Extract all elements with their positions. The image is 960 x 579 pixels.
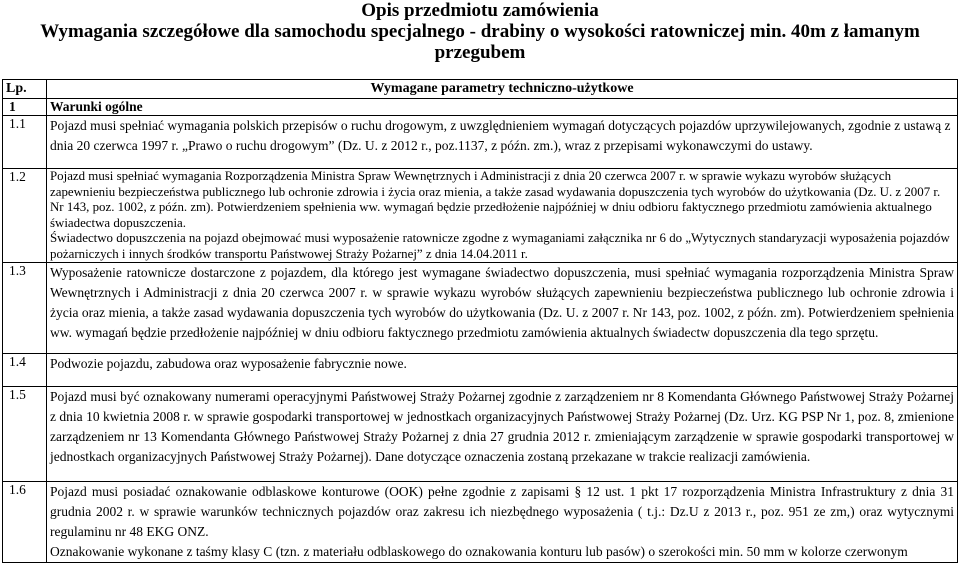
row-paragraph: Wyposażenie ratownicze dostarczone z pojazdem, dla którego jest wymagane świadectwo dopuszczenia, musi spełniać wymagania rozporządzenia Ministra Spraw Wewnętrznych i Administracji z dnia 20 czerwca 2007 r. w sprawie wykazu wyrobów służących zapewnieniu bezpieczeństwa publicznego lub ochronie zdrowia i życia oraz mienia, a także zasad wydawania dopuszczenia tych wyrobów do użytkowania (Dz. U. z 2007 r. Nr 143, poz. 1002, z późn. zm). Potwierdzeniem spełnienia ww. wymagań będzie przedłożenie najpóźniej w dniu odbioru faktycznego przedmiotu zamówienia aktualnych świadectw dopuszczenia dla tego sprzętu. <box>50 265 954 340</box>
row-number: 1.6 <box>3 482 47 563</box>
row-text <box>47 169 958 263</box>
section-row <box>3 99 958 116</box>
row-number: 1.2 <box>3 169 47 263</box>
document-title <box>0 0 960 63</box>
table-row <box>3 482 958 563</box>
section-number: 1 <box>3 99 47 116</box>
table-row <box>3 387 958 482</box>
row-number: 1.1 <box>3 116 47 169</box>
row-paragraph: Podwozie pojazdu, zabudowa oraz wyposażenie fabrycznie nowe. <box>50 356 407 371</box>
row-text <box>47 116 958 169</box>
row-text <box>47 354 958 387</box>
row-number: 1.5 <box>3 387 47 482</box>
row-paragraph: Oznakowanie wykonane z taśmy klasy C (tzn. z materiału odblaskowego do oznakowania konturu lub pasów) o szerokości min. 50 mm w kolorze czerwonym <box>50 544 908 559</box>
row-text <box>47 263 958 354</box>
title-line-3: przegubem <box>434 42 526 63</box>
row-paragraph: Pojazd musi spełniać wymagania polskich przepisów o ruchu drogowym, z uwzględnieniem wymagań dotyczących pojazdów uprzywilejowanych, zgodnie z ustawą z dnia 20 czerwca 1997 r. „Prawo o ruchu drogowym” (Dz. U. z 2012 r., poz.1137, z późn. zm.), wraz z przepisami wykonawczymi do ustawy. <box>50 118 951 153</box>
row-paragraph: Świadectwo dopuszczenia na pojazd obejmować musi wyposażenie ratownicze zgodne z wymaganiami załącznika nr 6 do „Wytycznych standaryzacji wyposażenia pojazdów pożarniczych i innych środków transportu Państwowej Straży Pożarnej” z dnia 14.04.2011 r. <box>50 231 950 261</box>
table-row <box>3 169 958 263</box>
section-label: Warunki ogólne <box>47 99 958 116</box>
row-text <box>47 482 958 563</box>
table-header-row <box>3 80 958 99</box>
requirements-table <box>2 79 958 563</box>
table-row <box>3 116 958 169</box>
row-paragraph: Pojazd musi spełniać wymagania Rozporządzenia Ministra Spraw Wewnętrznych i Administracji z dnia 20 czerwca 2007 r. w sprawie wykazu wyrobów służących zapewnieniu bezpieczeństwa publicznego lub ochronie zdrowia i życia oraz mienia, a także zasad wydawania dopuszczenia tych wyrobów do użytkowania (Dz. U. z 2007 r. Nr 143, poz. 1002, z późn. zm). Potwierdzeniem spełnienia ww. wymagań będzie przedłożenie najpóźniej w dniu odbioru faktycznego przedmiotu zamówienia aktualnego świadectwa dopuszczenia. <box>50 169 941 230</box>
table-row <box>3 263 958 354</box>
row-number: 1.4 <box>3 354 47 387</box>
title-line-1: Opis przedmiotu zamówienia <box>361 0 599 21</box>
row-paragraph: Pojazd musi posiadać oznakowanie odblaskowe konturowe (OOK) pełne zgodnie z zapisami § 12 ust. 1 pkt 17 rozporządzenia Ministra Infrastruktury z dnia 31 grudnia 2002 r. w sprawie warunków technicznych pojazdów oraz zakresu ich niezbędnego wyposażenia ( t.j.: Dz.U z 2013 r., poz. 951 ze zm,) oraz wytycznymi regulaminu nr 48 EKG ONZ. <box>50 484 954 539</box>
title-line-2: Wymagania szczegółowe dla samochodu specjalnego - drabiny o wysokości ratowniczej min. 40m z łamanym <box>40 21 920 42</box>
row-text <box>47 387 958 482</box>
table-row <box>3 354 958 387</box>
row-paragraph: Pojazd musi być oznakowany numerami operacyjnymi Państwowej Straży Pożarnej zgodnie z zarządzeniem nr 8 Komendanta Głównego Państwowej Straży Pożarnej z dnia 10 kwietnia 2008 r. w sprawie gospodarki transportowej w jednostkach organizacyjnych Państwowej Straży Pożarnej (Dz. Urz. KG PSP Nr 1, poz. 8, zmienione zarządzeniem nr 13 Komendanta Głównego Państwowej Straży Pożarnej z dnia 27 grudnia 2012 r. zmieniającym zarządzenie w sprawie gospodarki transportowej w jednostkach organizacyjnych Państwowej Straży Pożarnej). Dane dotyczące oznaczenia zostaną przekazane w trakcie realizacji zamówienia. <box>50 389 954 464</box>
header-lp: Lp. <box>3 80 47 99</box>
row-number: 1.3 <box>3 263 47 354</box>
header-parameters: Wymagane parametry techniczno-użytkowe <box>47 80 958 99</box>
